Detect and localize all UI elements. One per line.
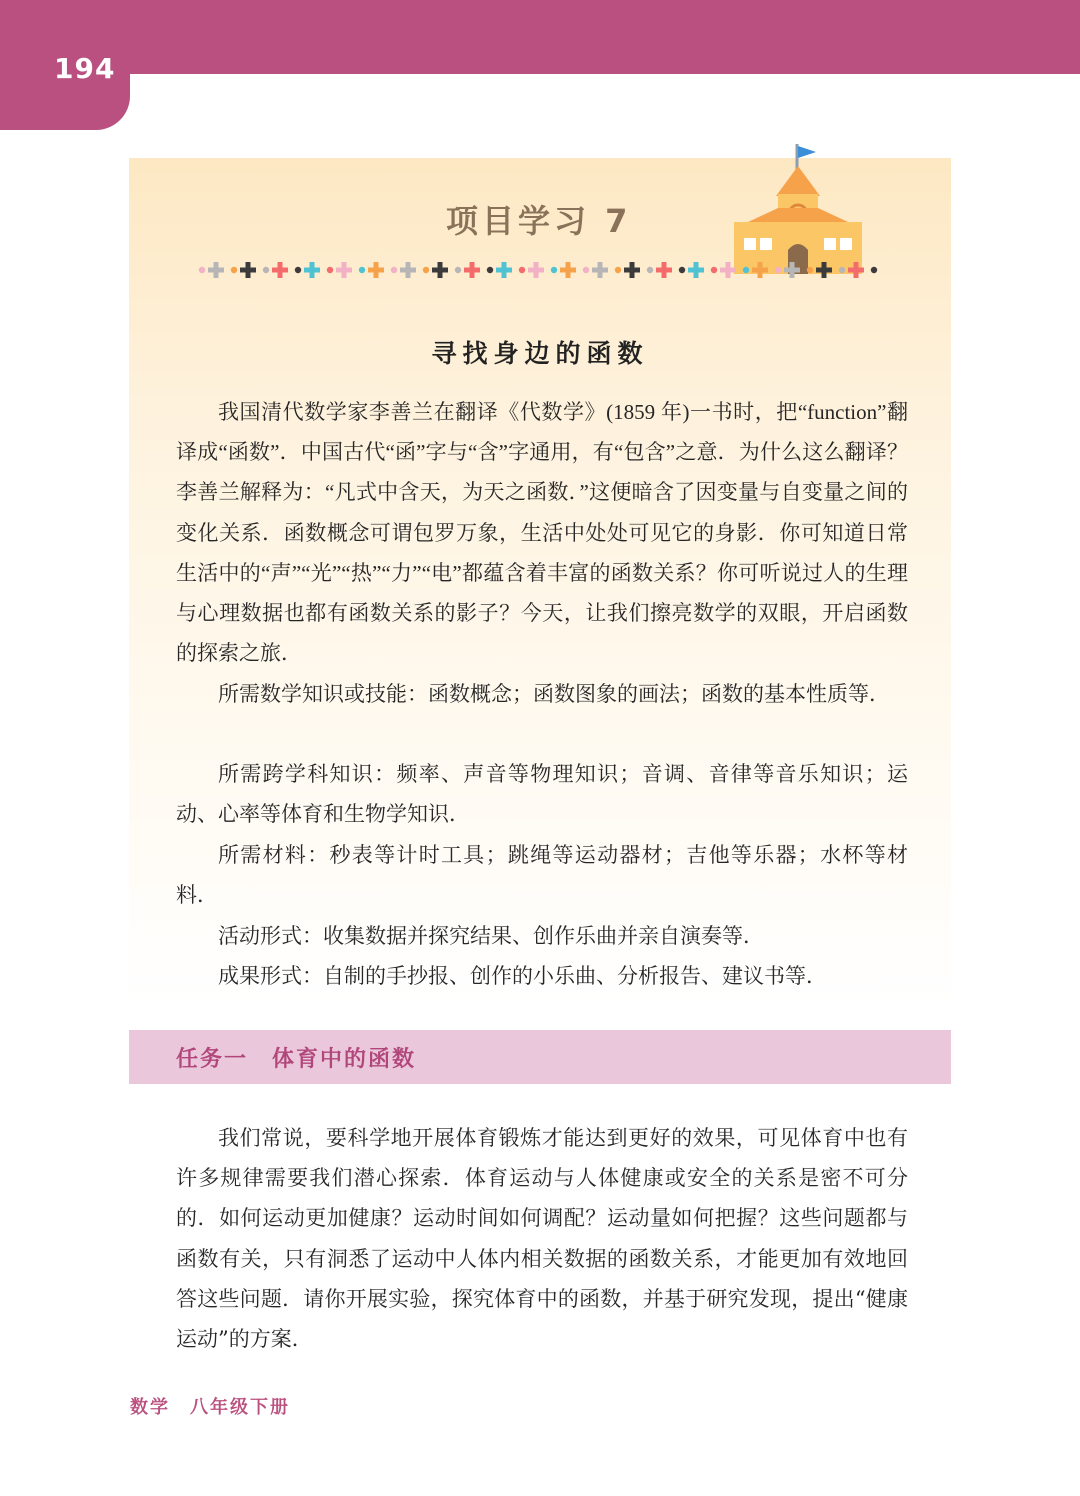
divider-plus-icon xyxy=(400,262,416,278)
divider-dot xyxy=(839,267,845,273)
requirement-label: 活动形式： xyxy=(218,924,323,948)
divider-plus-icon xyxy=(784,262,800,278)
divider-plus-icon xyxy=(848,262,864,278)
requirement-text: 收集数据并探究结果、创作乐曲并亲自演奏等． xyxy=(323,924,764,948)
requirement-activity xyxy=(176,916,908,956)
school-building-icon xyxy=(728,138,868,278)
requirement-outcome xyxy=(176,956,908,996)
requirement-interdisciplinary xyxy=(176,754,908,834)
requirement-materials xyxy=(176,835,908,915)
divider-dot xyxy=(487,267,493,273)
requirement-label: 所需数学知识或技能： xyxy=(218,682,428,706)
divider-dot xyxy=(199,267,205,273)
divider-plus-icon xyxy=(240,262,256,278)
divider-dot xyxy=(775,267,781,273)
divider-dot xyxy=(807,267,813,273)
divider-plus-icon xyxy=(464,262,480,278)
task-name: 体育中的函数 xyxy=(272,1047,417,1072)
divider-dot xyxy=(583,267,589,273)
divider-plus-icon xyxy=(752,262,768,278)
requirement-text: 自制的手抄报、创作的小乐曲、分析报告、建议书等． xyxy=(323,964,827,988)
page-number-tab xyxy=(0,0,130,130)
divider-plus-icon xyxy=(432,262,448,278)
divider-dot xyxy=(711,267,717,273)
divider-plus-icon xyxy=(336,262,352,278)
divider-plus-icon xyxy=(688,262,704,278)
divider-plus-icon xyxy=(496,262,512,278)
divider-dot xyxy=(615,267,621,273)
divider-dot xyxy=(423,267,429,273)
requirement-label: 成果形式： xyxy=(218,964,323,988)
section-title: 寻找身边的函数 xyxy=(431,339,649,368)
divider-dot xyxy=(647,267,653,273)
requirement-text: 频率、声音等物理知识；音调、音律等音乐知识；运动、心率等体育和生物学知识． xyxy=(176,762,909,827)
footer-grade: 八年级下册 xyxy=(190,1397,290,1418)
divider-plus-icon xyxy=(592,262,608,278)
requirement-text: 秒表等计时工具；跳绳等运动器材；吉他等乐器；水杯等材料． xyxy=(176,843,908,908)
divider-dot xyxy=(263,267,269,273)
divider-dot xyxy=(231,267,237,273)
requirement-text: 函数概念；函数图象的画法；函数的基本性质等． xyxy=(428,682,890,706)
task-number: 任务一 xyxy=(176,1047,249,1072)
requirement-math xyxy=(176,674,908,714)
task-paragraph: 我们常说，要科学地开展体育锻炼才能达到更好的效果，可见体育中也有许多规律需要我们潜心探索．体育运动与人体健康或安全的关系是密不可分的．如何运动更加健康？运动时间如何调配？运动量如何把握？这些问题都与函数有关，只有洞悉了运动中人体内相关数据的函数关系，才能更加有效地回答这些问题．请你开展实验，探究体育中的函数，并基于研究发现，提出“健康运动”的方案． xyxy=(176,1126,908,1352)
divider-dot xyxy=(743,267,749,273)
divider-dot xyxy=(391,267,397,273)
divider-dot xyxy=(295,267,301,273)
divider-plus-icon xyxy=(304,262,320,278)
divider-dot xyxy=(551,267,557,273)
divider-plus-icon xyxy=(816,262,832,278)
divider-dot xyxy=(455,267,461,273)
divider-plus-icon xyxy=(368,262,384,278)
divider-plus-icon xyxy=(272,262,288,278)
requirement-label: 所需材料： xyxy=(218,843,330,867)
task-title xyxy=(176,1042,416,1073)
divider-plus-icon xyxy=(624,262,640,278)
divider-dot xyxy=(679,267,685,273)
requirement-label: 所需跨学科知识： xyxy=(218,762,397,786)
divider-plus-icon xyxy=(720,262,736,278)
divider-dot xyxy=(519,267,525,273)
page-number: 194 xyxy=(54,52,116,85)
intro-text: 我国清代数学家李善兰在翻译《代数学》(1859 年)一书时，把“function”翻译成“函数”．中国古代“函”字与“含”字通用，有“包含”之意．为什么这么翻译？李善兰解释为：“凡式中含天，为天之函数．”这便暗含了因变量与自变量之间的变化关系．函数概念可谓包罗万象，生活中处处可见它的身影．你可知道日常生活中的“声”“光”“热”“力”“电”都蕴含着丰富的函数关系？你可听说过人的生理与心理数据也都有函数关系的影子？今天，让我们擦亮数学的双眼，开启函数的探索之旅． xyxy=(176,400,908,666)
divider-plus-icon xyxy=(656,262,672,278)
project-title: 项目学习 7 xyxy=(446,202,632,240)
divider-plus-icon xyxy=(528,262,544,278)
footer-book-title xyxy=(130,1393,290,1419)
intro-paragraph xyxy=(176,392,908,673)
divider-plus-icon xyxy=(208,262,224,278)
header-band xyxy=(0,0,1080,74)
divider-plus-icon xyxy=(560,262,576,278)
footer-subject: 数学 xyxy=(130,1397,170,1418)
plus-dot-divider xyxy=(196,258,886,282)
divider-dot xyxy=(327,267,333,273)
divider-dot xyxy=(359,267,365,273)
divider-dot xyxy=(871,267,877,273)
